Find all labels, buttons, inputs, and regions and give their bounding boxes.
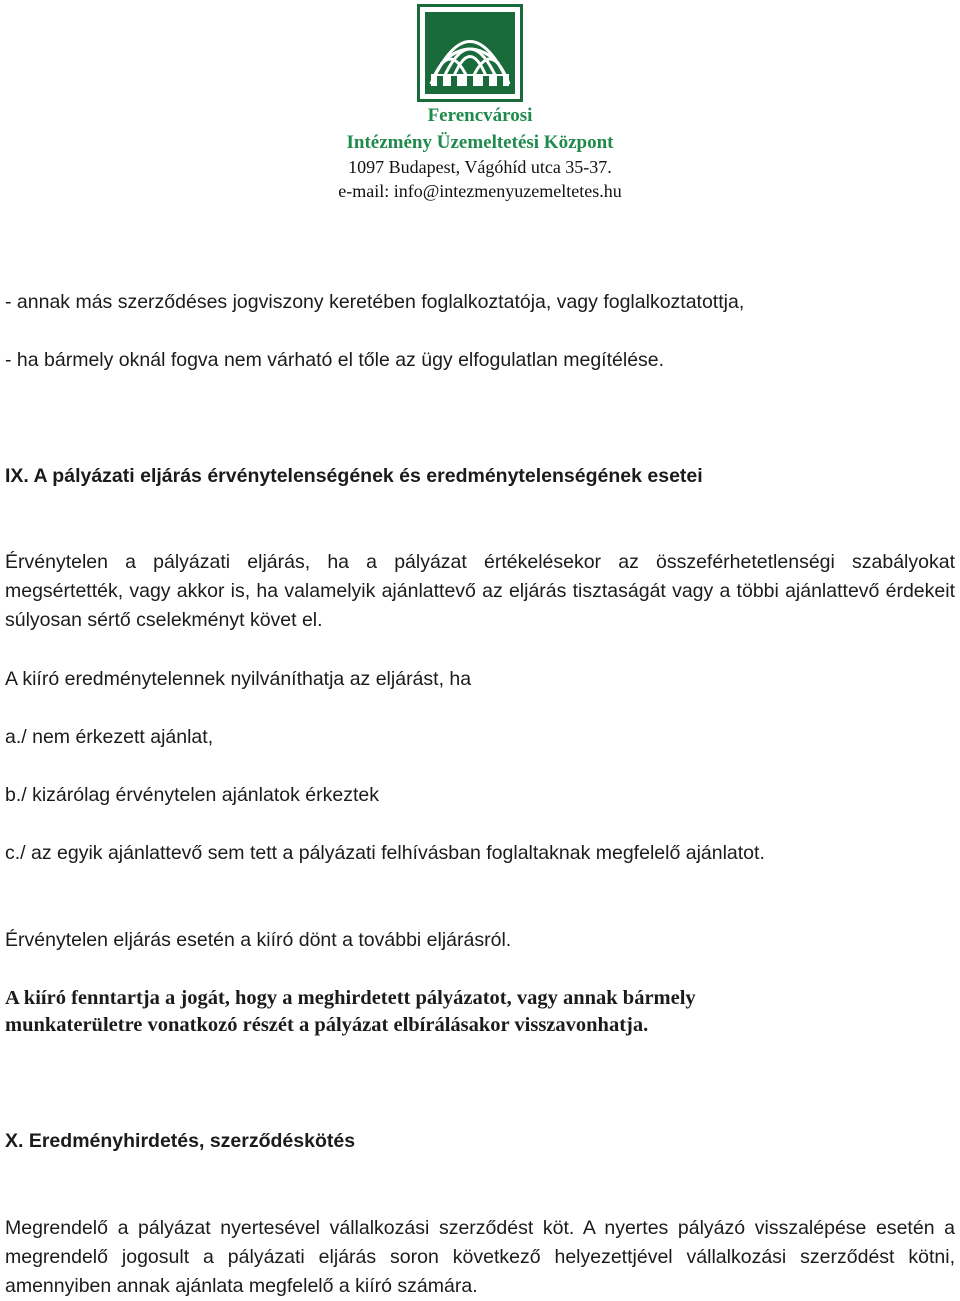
unsuccessful-intro: A kiíró eredménytelennek nyilváníthatja az eljárást, ha — [5, 668, 472, 690]
invalidity-paragraph: Érvénytelen a pályázati eljárás, ha a pályázat értékelésekor az összeférhetetlenségi szabályokat megsértették, vagy akkor is, ha valamelyik ajánlattevő az eljárás tisztaságát vagy a többi ajánlattevő érdekeit súlyosan sértő cselekményt követ el. — [5, 551, 955, 631]
condition-a: a./ nem érkezett ajánlat, — [5, 726, 214, 748]
list-item-bias: - ha bármely oknál fogva nem várható el tőle az ügy elfogulatlan megítélése. — [5, 349, 665, 371]
condition-b: b./ kizárólag érvénytelen ajánlatok érkeztek — [5, 784, 379, 806]
organization-subtitle: Intézmény Üzemeltetési Központ — [346, 132, 614, 153]
section-x-heading: X. Eredményhirdetés, szerződéskötés — [5, 1130, 356, 1152]
organization-address: 1097 Budapest, Vágóhíd utca 35-37. — [348, 157, 612, 177]
organization-name: Ferencvárosi — [427, 105, 533, 126]
condition-c: c./ az egyik ajánlattevő sem tett a pályázati felhívásban foglaltaknak megfelelő ajánlatot. — [5, 842, 765, 864]
organization-email: e-mail: info@intezmenyuzemeltetes.hu — [338, 181, 622, 201]
list-item-contract-relation: - annak más szerződéses jogviszony keretében foglalkoztatója, vagy foglalkoztatottja, — [5, 291, 745, 313]
arches-logo-icon — [417, 4, 523, 102]
contract-paragraph: Megrendelő a pályázat nyertesével vállalkozási szerződést köt. A nyertes pályázó visszalépése esetén a megrendelő jogosult a pályázati eljárás soron következő helyezettjével vállalkozási szerződést kötni, amennyiben annak ajánlata megfelelő a kiíró számára. — [5, 1217, 955, 1297]
section-ix-heading: IX. A pályázati eljárás érvénytelenségének és eredménytelenségének esetei — [5, 465, 703, 487]
reserve-right-paragraph: A kiíró fenntartja a jogát, hogy a meghirdetett pályázatot, vagy annak bármely munkaterületre vonatkozó részét a pályázat elbírálásakor visszavonhatja. — [5, 987, 696, 1036]
invalid-decision-paragraph: Érvénytelen eljárás esetén a kiíró dönt a további eljárásról. — [5, 929, 512, 951]
